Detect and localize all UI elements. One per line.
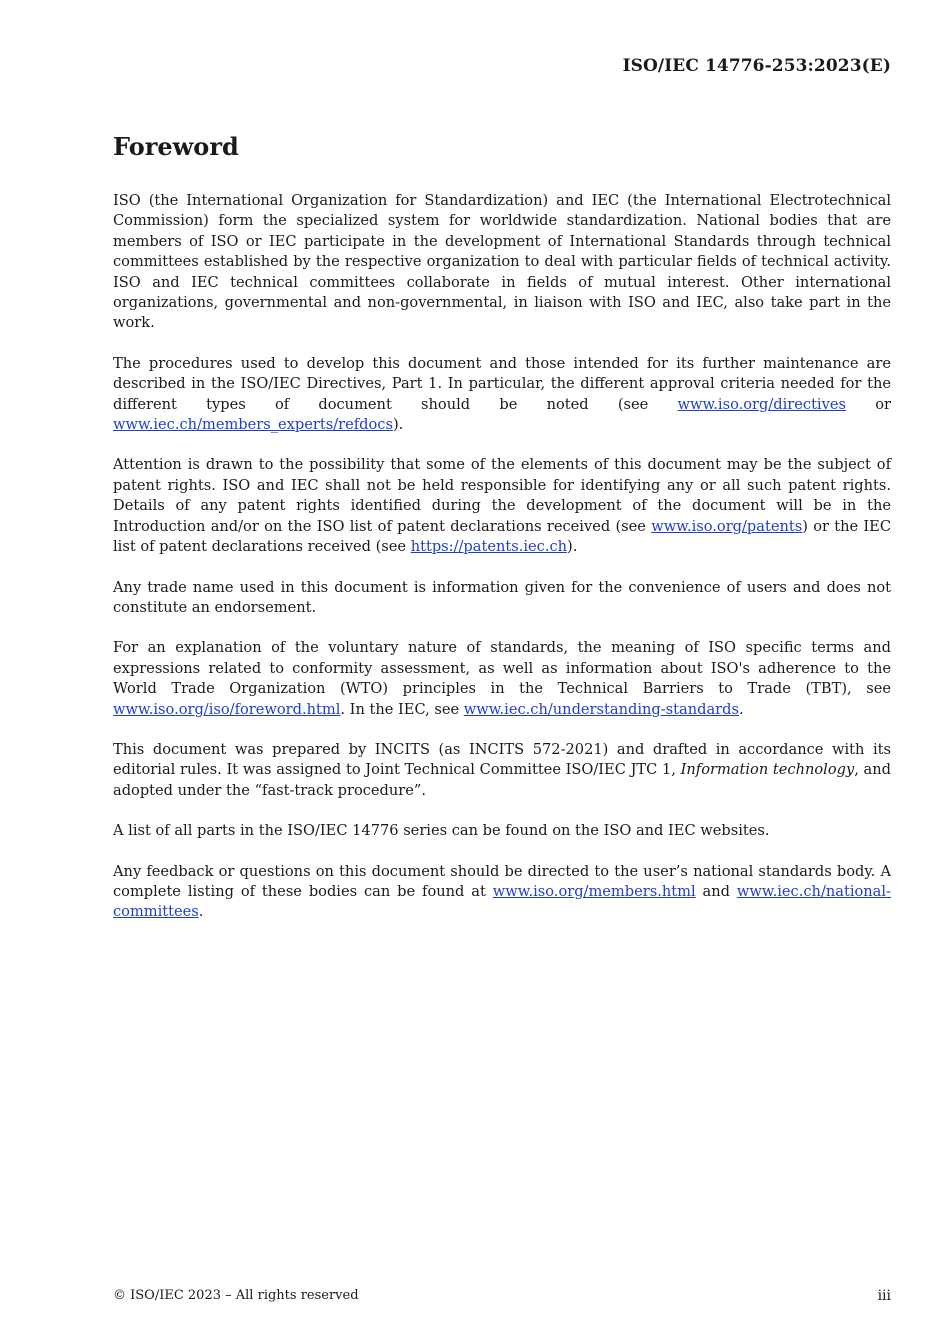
page-number: iii: [877, 1288, 891, 1304]
link-iec-understanding-standards[interactable]: www.iec.ch/understanding-standards: [463, 700, 739, 718]
paragraph-prepared-by: [113, 740, 891, 801]
paragraph-text: ).: [392, 416, 404, 434]
paragraph-procedures: [113, 354, 891, 436]
paragraph-text: .: [198, 903, 204, 921]
paragraph-patent-rights: [113, 455, 891, 557]
link-iec-refdocs[interactable]: www.iec.ch/members_experts/refdocs: [113, 416, 393, 434]
paragraph-text: Any feedback or questions on this document should be directed to the user’s national standards body. A complete listing of these bodies can be found at: [113, 862, 891, 900]
link-iec-patents[interactable]: https://patents.iec.ch: [410, 538, 568, 556]
paragraph-feedback: [113, 862, 891, 923]
paragraph-text: , and adopted under the “fast-track procedure”.: [113, 761, 891, 799]
paragraph-text: ).: [567, 538, 578, 556]
paragraph-text: or: [845, 395, 891, 413]
paragraph-text: . In the IEC, see: [340, 700, 464, 718]
link-iso-patents[interactable]: www.iso.org/patents: [651, 517, 803, 535]
link-iso-foreword[interactable]: www.iso.org/iso/foreword.html: [113, 700, 341, 718]
page-title: Foreword: [113, 132, 239, 161]
link-iso-directives[interactable]: www.iso.org/directives: [677, 395, 846, 413]
paragraph-text: For an explanation of the voluntary nature of standards, the meaning of ISO specific terms and expressions related to conformity assessment, as well as information about ISO's adherence to the World Trade Organization (WTO) principles in the Technical Barriers to Trade (TBT), see: [113, 639, 891, 698]
paragraph-voluntary-nature: [113, 638, 891, 720]
paragraph-iso-iec-intro: ISO (the International Organization for Standardization) and IEC (the International Electrotechnical Commission) form the specialized system for worldwide standardization. National bodies that are members of ISO or IEC participate in the development of International Standards through technical committees established by the respective organization to deal with particular fields of technical activity. ISO and IEC technical committees collaborate in fields of mutual interest. Other international organizations, governmental and non-governmental, in liaison with ISO and IEC, also take part in the work.: [113, 192, 891, 332]
paragraph-text: Attention is drawn to the possibility that some of the elements of this document may be the subject of patent rights. ISO and IEC shall not be held responsible for identifying any or all such patent rights. Details of any patent rights identified during the development of the document will be in the Introduction and/or on the ISO list of patent declarations received (see: [113, 456, 891, 535]
paragraph-text: The procedures used to develop this document and those intended for its further maintenance are described in the ISO/IEC Directives, Part 1. In particular, the different approval criteria needed for the different types of document should be noted (see: [113, 354, 891, 413]
paragraph-text: This document was prepared by INCITS (as INCITS 572-2021) and drafted in accordance with its editorial rules. It was assigned to Joint Technical Committee ISO/IEC JTC 1,: [113, 740, 891, 779]
copyright-notice: © ISO/IEC 2023 – All rights reserved: [113, 1288, 359, 1303]
italic-committee-title: Information technology: [680, 761, 855, 779]
paragraph-text: ) or the IEC list of patent declarations received (see: [113, 517, 891, 556]
document-id-header: ISO/IEC 14776-253:2023(E): [622, 56, 891, 76]
paragraph-series-list: A list of all parts in the ISO/IEC 14776 series can be found on the ISO and IEC websites.: [113, 822, 770, 840]
paragraph-trade-name: Any trade name used in this document is information given for the convenience of users and does not constitute an endorsement.: [113, 578, 891, 616]
link-iec-national-committees[interactable]: www.iec.ch/national-committees: [113, 882, 891, 921]
paragraph-text: and: [695, 882, 737, 900]
page-footer: [113, 1288, 891, 1304]
paragraph-text: .: [738, 700, 744, 718]
foreword-body: [113, 191, 891, 943]
link-iso-members[interactable]: www.iso.org/members.html: [492, 882, 696, 900]
